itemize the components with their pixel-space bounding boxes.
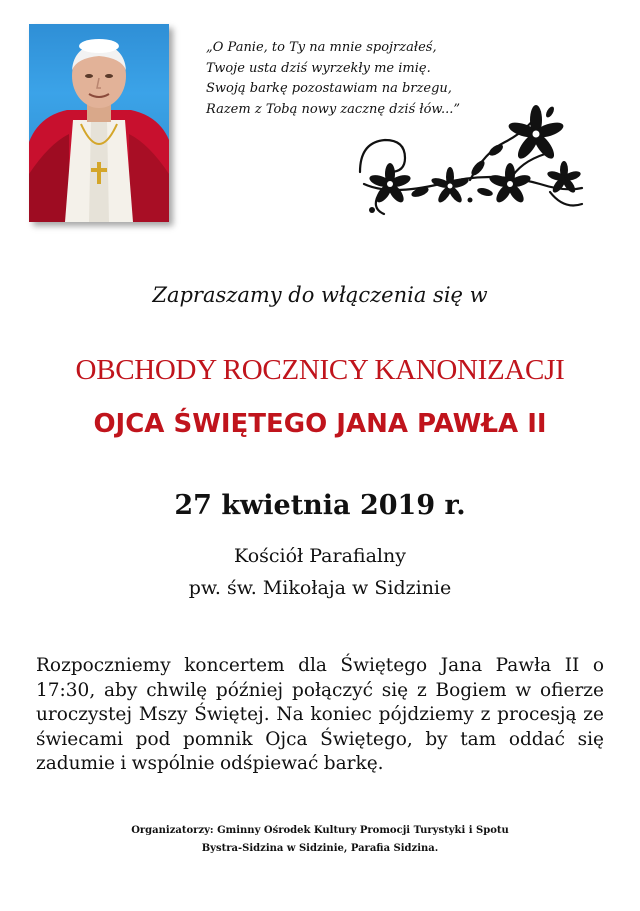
organizers-line2: Bystra-Sidzina w Sidzinie, Parafia Sidzina.: [201, 843, 439, 854]
invitation-text: Zapraszamy do włączenia się w: [152, 283, 488, 307]
pope-portrait-photo: [29, 24, 169, 222]
poem-line: Razem z Tobą nowy zacznę dziś łów...”: [206, 101, 461, 117]
event-title-line2: OJCA ŚWIĘTEGO JANA PAWŁA II: [93, 409, 547, 439]
floral-ornament: [350, 92, 590, 222]
poem-line: Swoją barkę pozostawiam na brzegu,: [206, 81, 452, 96]
poem-line: Twoje usta dziś wyrzekły me imię.: [206, 60, 431, 76]
event-venue: [0, 540, 640, 604]
event-title-line1: OBCHODY ROCZNICY KANONIZACJI: [75, 354, 565, 386]
venue-line2: pw. św. Mikołaja w Sidzinie: [188, 577, 452, 599]
venue-line1: Kościół Parafialny: [234, 545, 406, 567]
organizers-note: [0, 822, 640, 858]
event-description: Rozpoczniemy koncertem dla Świętego Jana Pawła II o 17:30, aby chwilę później połączyć się z Bogiem w ofierze uroczystej Mszy Świętej. Na koniec pójdziemy z procesją ze świecami pod pomnik Ojca Świętego, by tam oddać się zadumie i wspólnie odśpiewać barkę.: [36, 655, 604, 775]
poem-line: „O Panie, to Ty na mnie spojrzałeś,: [206, 40, 437, 55]
event-date: 27 kwietnia 2019 r.: [174, 490, 466, 521]
organizers-line1: Organizatorzy: Gminny Ośrodek Kultury Promocji Turystyki i Spotu: [131, 825, 509, 836]
